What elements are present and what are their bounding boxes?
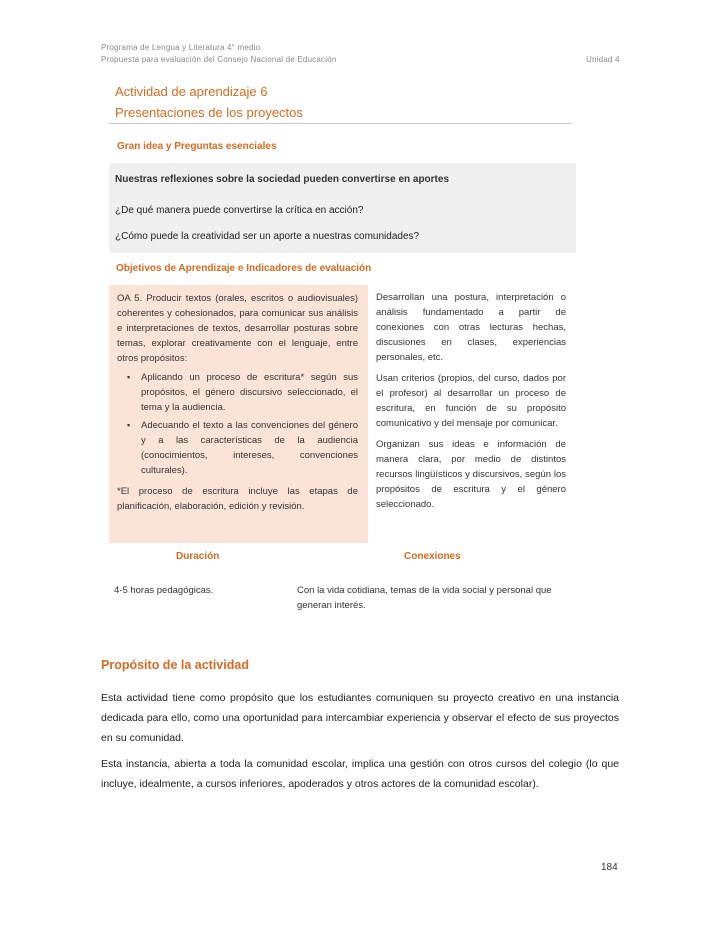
big-idea-box <box>109 163 576 253</box>
oa-bullet-2: ▪ Adecuando el texto a las convenciones del género y a las características de la audiencia (conocimientos, intereses, convenciones culturales). <box>141 418 358 478</box>
big-idea-heading: Gran idea y Preguntas esenciales <box>117 141 277 152</box>
oa-content <box>117 291 358 514</box>
oa-statement: OA 5. Producir textos (orales, escritos o audiovisuales) coherentes y cohesionados, para comunicar sus análisis e interpretaciones de textos, desarrollar posturas sobre temas, explorar creativamente con el lenguaje, entre otros propósitos: <box>117 293 358 364</box>
essential-question-1: ¿De qué manera puede convertirse la crítica en acción? <box>115 205 364 216</box>
purpose-heading: Propósito de la actividad <box>101 658 249 672</box>
indicator-3: Organizan sus ideas e información de manera clara, por medio de distintos recursos lingüísticos y discursivos, según los propósitos de escritura y el género seleccionado. <box>376 439 566 510</box>
connections-heading: Conexiones <box>404 551 461 562</box>
purpose-paragraph-1: Esta actividad tiene como propósito que los estudiantes comuniquen su proyecto creativo en una instancia dedicada para ello, como una oportunidad para intercambiar experiencia y observar el efecto de sus proyectos en su comunidad. <box>101 692 619 744</box>
oa-bullet-list <box>117 370 358 478</box>
header-unit: Unidad 4 <box>586 55 620 64</box>
header-program-title: Programa de Lengua y Literatura 4° medio <box>101 43 261 52</box>
big-idea-statement: Nuestras reflexiones sobre la sociedad pueden convertirse en aportes <box>115 174 450 185</box>
oa-footnote: *El proceso de escritura incluye las etapas de planificación, elaboración, edición y revisión. <box>117 486 358 512</box>
objectives-heading: Objetivos de Aprendizaje e Indicadores de evaluación <box>116 263 372 274</box>
oa-bullet-1: ▪ Aplicando un proceso de escritura* según sus propósitos, el género discursivo seleccionado, el tema y la audiencia. <box>141 370 358 415</box>
indicators-column <box>376 290 566 512</box>
essential-question-2: ¿Cómo puede la creatividad ser un aporte a nuestras comunidades? <box>115 231 420 242</box>
indicator-1: Desarrollan una postura, interpretación o análisis fundamentado a partir de conexiones con otras lecturas hechas, discusiones en clases, experiencias personales, etc. <box>376 292 566 363</box>
duration-value: 4-5 horas pedagógicas. <box>114 585 214 596</box>
indicator-2: Usan criterios (propios, del curso, dados por el profesor) al desarrollar un proceso de escritura, en función de su propósito comunicativo y del mensaje por comunicar. <box>376 373 566 429</box>
activity-subtitle: Presentaciones de los proyectos <box>115 105 303 120</box>
oa-box <box>109 285 368 543</box>
title-divider <box>109 123 571 124</box>
page-number: 184 <box>601 862 618 873</box>
header-subtitle: Propuesta para evaluación del Consejo Nacional de Educación <box>101 55 337 64</box>
connections-value: Con la vida cotidiana, temas de la vida social y personal que generan interés. <box>297 585 552 611</box>
activity-title: Actividad de aprendizaje 6 <box>115 84 268 99</box>
purpose-paragraph-2: Esta instancia, abierta a toda la comunidad escolar, implica una gestión con otros cursos del colegio (lo que incluye, idealmente, a cursos inferiores, apoderados y otros actores de la comunidad escolar). <box>101 758 619 790</box>
duration-heading: Duración <box>176 551 220 562</box>
